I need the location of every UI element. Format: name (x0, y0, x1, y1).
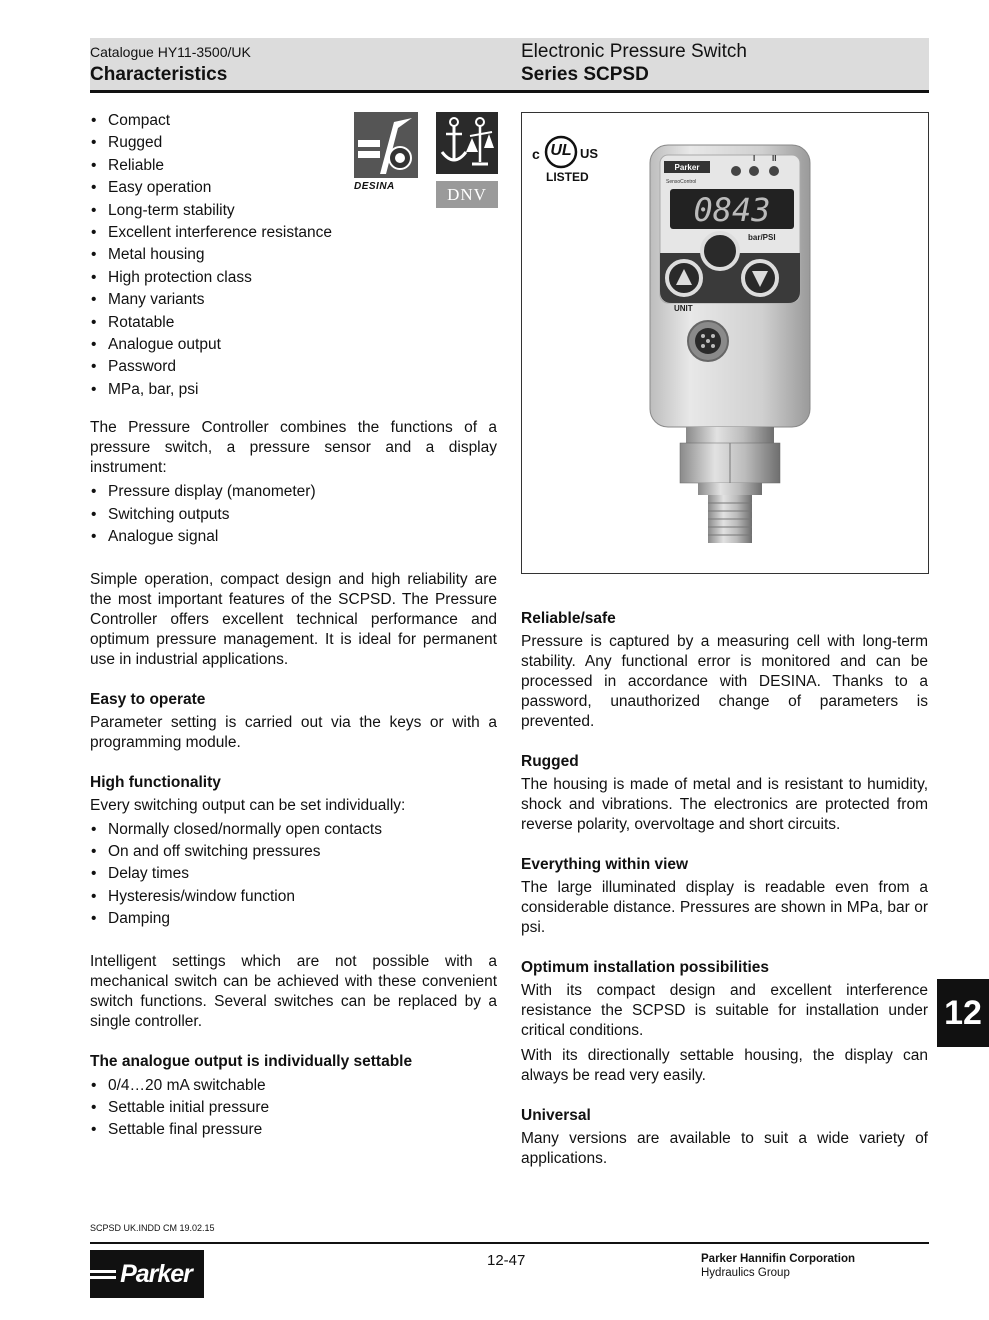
view-heading: Everything within view (521, 856, 689, 873)
ul-c: c (532, 146, 540, 162)
footer-rule (90, 1242, 929, 1244)
features-list (90, 110, 497, 401)
display-value: 0843 (693, 191, 771, 229)
analogue-list (90, 1075, 497, 1142)
feature-item: • Password (90, 356, 497, 378)
led-label-1: I (753, 154, 756, 163)
led-indicator (769, 166, 779, 176)
series-title: Series SCPSD (521, 64, 649, 85)
left-column (90, 110, 497, 1142)
parker-logo-text: Parker (120, 1259, 192, 1288)
pressure-switch-photo (640, 141, 820, 551)
feature-item: • MPa, bar, psi (90, 379, 497, 401)
function-item: • Switching outputs (90, 504, 497, 526)
functions-list (90, 481, 497, 548)
parker-logo (90, 1250, 204, 1298)
file-reference: SCPSD UK.INDD CM 19.02.15 (90, 1223, 215, 1233)
ul-listed: LISTED (546, 170, 589, 184)
product-photo-frame (521, 112, 929, 574)
functionality-item: • Normally closed/normally open contacts (90, 819, 497, 841)
feature-item: • Long-term stability (90, 200, 497, 222)
rugged-heading: Rugged (521, 753, 579, 770)
dnv-label: DNV (436, 181, 498, 208)
simple-paragraph: Simple operation, compact design and high reliability are the most important features of the SCPSD. The Pressure Controller offers excellent technical performance and optimum pressure management. It is ideal for permanent use in industrial applications. (90, 570, 497, 668)
device-brand: Parker (674, 163, 700, 172)
universal-paragraph: Many versions are available to suit a wide variety of applications. (521, 1130, 928, 1167)
ul-mark-text: UL (550, 142, 572, 159)
install-paragraph-1: With its compact design and excellent interference resistance the SCPSD is suitable for installation under critical conditions. (521, 982, 928, 1039)
functionality-item: • On and off switching pressures (90, 841, 497, 863)
function-item: • Analogue signal (90, 526, 497, 548)
company-name: Parker Hannifin Corporation (701, 1253, 855, 1265)
functionality-list (90, 819, 497, 931)
feature-item: • Rugged (90, 132, 497, 154)
feature-item: • Metal housing (90, 244, 497, 266)
rugged-paragraph: The housing is made of metal and is resistant to humidity, shock and vibrations. The electronics are protected from reverse polarity, overvoltage and short circuits. (521, 776, 928, 833)
functionality-item: • Delay times (90, 863, 497, 885)
function-item: • Pressure display (manometer) (90, 481, 497, 503)
right-column (521, 609, 928, 1169)
easy-heading: Easy to operate (90, 690, 206, 708)
analogue-item: • Settable initial pressure (90, 1097, 497, 1119)
feature-item: • High protection class (90, 267, 497, 289)
catalogue-number: Catalogue HY11-3500/UK (90, 44, 251, 60)
reliable-paragraph: Pressure is captured by a measuring cell with long-term stability. Any functional error is monitored and can be processed in accordance with DESINA. Thanks to a password, unauthorized change of parameters is prevented. (521, 633, 928, 730)
functionality-item: • Hysteresis/window function (90, 886, 497, 908)
analogue-heading: The analogue output is individually settable (90, 1052, 413, 1070)
feature-item: • Many variants (90, 289, 497, 311)
led-indicator (731, 166, 741, 176)
product-title: Electronic Pressure Switch (521, 41, 747, 62)
feature-item: • Analogue output (90, 334, 497, 356)
page-number: 12-47 (487, 1252, 526, 1269)
feature-item: • Rotatable (90, 312, 497, 334)
intelligent-paragraph: Intelligent settings which are not possible with a mechanical switch can be achieved with these convenient switch functions. Several switches can be replaced by a single controller. (90, 952, 497, 1030)
functionality-item: • Damping (90, 908, 497, 930)
intro-paragraph: The Pressure Controller combines the functions of a pressure switch, a pressure sensor and a display instrument: (90, 419, 497, 477)
set-button (702, 233, 738, 269)
feature-item: • Excellent interference resistance (90, 222, 497, 244)
analogue-item: • 0/4…20 mA switchable (90, 1075, 497, 1097)
feature-item: • Compact (90, 110, 497, 132)
device-sub-brand: SensoControl (666, 179, 697, 185)
desina-label: DESINA (354, 181, 395, 192)
unit-key-label: UNIT (674, 304, 693, 313)
header-rule (90, 90, 929, 93)
install-heading: Optimum installation possibilities (521, 959, 770, 976)
ul-listed-mark (532, 135, 612, 185)
reliable-heading: Reliable/safe (521, 610, 616, 627)
led-label-2: II (772, 154, 777, 163)
feature-item: • Reliable (90, 155, 497, 177)
analogue-item: • Settable final pressure (90, 1119, 497, 1141)
led-indicator (749, 166, 759, 176)
unit-label: bar/PSI (748, 233, 776, 242)
install-paragraph-2: With its directionally settable housing, the display can always be read very easily. (521, 1047, 928, 1084)
functionality-heading: High functionality (90, 773, 221, 791)
feature-item: • Easy operation (90, 177, 497, 199)
division-name: Hydraulics Group (701, 1267, 790, 1279)
universal-heading: Universal (521, 1107, 591, 1124)
easy-paragraph: Parameter setting is carried out via the keys or with a programming module. (90, 713, 497, 751)
section-tab: 12 (937, 979, 989, 1047)
section-title: Characteristics (90, 64, 228, 85)
view-paragraph: The large illuminated display is readable even from a considerable distance. Pressures are shown in MPa, bar or psi. (521, 879, 928, 936)
functionality-paragraph: Every switching output can be set individually: (90, 796, 406, 814)
ul-us: US (580, 146, 599, 161)
